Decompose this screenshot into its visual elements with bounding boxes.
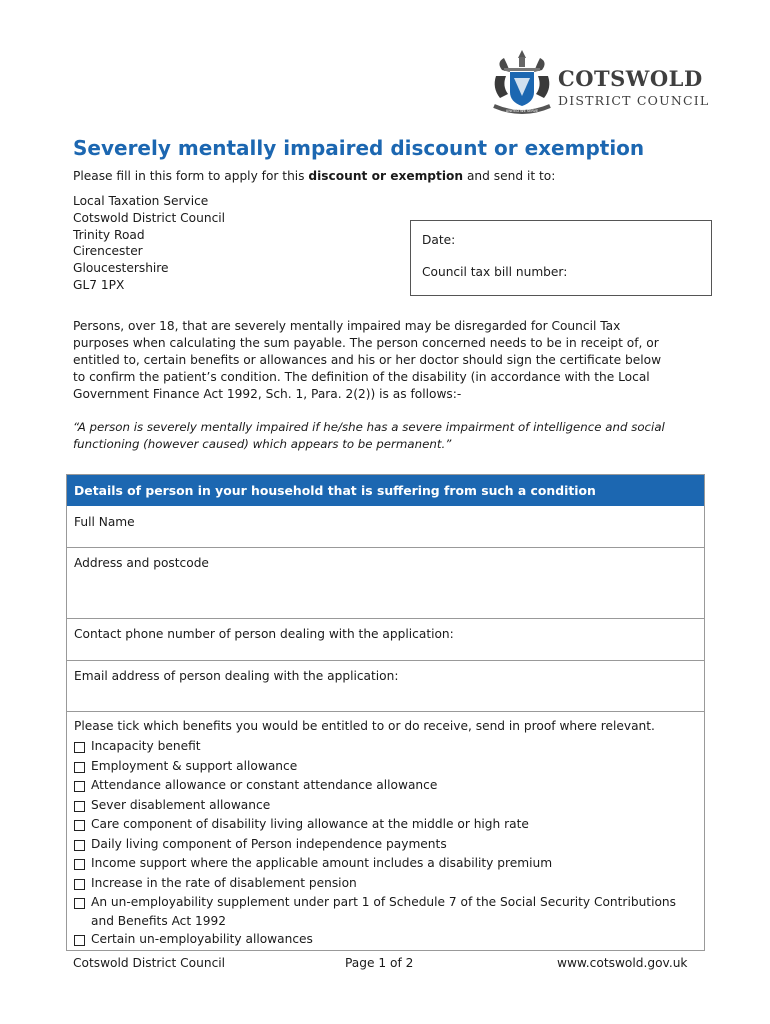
paragraph-line: entitled to, certain benefits or allowances and his or her doctor should sign the certificate below [73,352,662,367]
benefits-instructions: Please tick which benefits you would be entitled to or do receive, send in proof where relevant. [74,719,655,733]
full-name-label: Full Name [74,515,135,529]
intro-bold: discount or exemption [308,169,464,183]
checkbox[interactable] [74,801,85,812]
footer-council: Cotswold District Council [73,956,226,970]
address-label: Address and postcode [74,556,209,570]
address-line: Local Taxation Service [73,194,209,208]
benefit-label: Incapacity benefit [91,739,201,753]
benefit-label: Employment & support allowance [91,758,298,773]
benefit-option[interactable] [74,930,676,950]
benefit-option[interactable] [74,854,676,874]
checkbox[interactable] [74,781,85,792]
paragraph-line: purposes when calculating the sum payable. The person concerned needs to be in receipt of, or [73,335,659,350]
checkbox[interactable] [74,935,85,946]
footer-website-link[interactable]: www.cotswold.gov.uk [557,956,688,970]
intro-after: and send it to: [463,169,556,183]
address-line: Cirencester [73,244,143,259]
phone-label: Contact phone number of person dealing with the application: [74,627,454,641]
council-name: COTSWOLD [558,66,703,91]
details-form [66,474,705,951]
quote-line: “A person is severely mentally impaired if he/she has a severe impairment of intelligence and social [73,420,665,434]
bill-number-label: Council tax bill number: [422,265,568,279]
address-field[interactable] [67,547,704,619]
benefit-label: Increase in the rate of disablement pension [91,875,357,890]
email-label: Email address of person dealing with the application: [74,669,399,683]
benefit-label: Certain un-employability allowances [91,931,313,946]
email-field[interactable] [67,660,704,712]
checkbox[interactable] [74,762,85,773]
quote-line: functioning (however caused) which appears to be permanent.” [73,436,452,451]
benefit-label: Care component of disability living allowance at the middle or high rate [91,817,529,831]
benefit-option[interactable] [74,874,676,894]
form-header-text: Details of person in your household that is suffering from such a condition [74,483,596,498]
checkbox[interactable] [74,879,85,890]
phone-field[interactable] [67,618,704,661]
benefit-option[interactable] [74,835,676,855]
paragraph-line: Government Finance Act 1992, Sch. 1, Para. 2(2)) is as follows:- [73,386,462,401]
checkbox[interactable] [74,742,85,753]
benefit-option[interactable] [74,815,676,835]
address-line: Trinity Road [73,227,145,242]
checkbox[interactable] [74,898,85,909]
benefit-label: Daily living component of Person independence payments [91,836,447,851]
intro-before: Please fill in this form to apply for this [73,169,309,183]
checkbox[interactable] [74,859,85,870]
benefit-option[interactable] [74,776,676,796]
benefit-option[interactable] [74,893,676,930]
benefits-section [74,717,676,949]
checkbox[interactable] [74,840,85,851]
form-header [67,475,704,506]
paragraph-line: to confirm the patient’s condition. The definition of the disability (in accordance with the Local [73,369,650,384]
benefit-option[interactable] [74,757,676,777]
date-label: Date: [422,233,456,247]
postal-address [73,193,225,294]
benefit-label-continued: and Benefits Act 1992 [91,913,227,928]
benefit-label: An un-employability supplement under part 1 of Schedule 7 of the Social Security Contributions [91,895,676,909]
crest-motto: UNITED WE SERVE [505,109,539,113]
address-line: Cotswold District Council [73,210,226,225]
benefit-option[interactable] [74,737,676,757]
eligibility-paragraph [73,318,723,403]
council-crest-logo [490,48,554,118]
paragraph-line: Persons, over 18, that are severely mentally impaired may be disregarded for Council Tax [73,319,621,333]
council-subtitle: DISTRICT COUNCIL [558,93,710,108]
definition-quote [73,419,723,452]
checkbox[interactable] [74,820,85,831]
benefit-label: Income support where the applicable amount includes a disability premium [91,856,553,870]
address-line: Gloucestershire [73,261,169,276]
intro-text [73,169,555,183]
address-line: GL7 1PX [73,277,125,292]
benefit-label: Sever disablement allowance [91,797,271,812]
date-and-bill-box[interactable] [410,220,712,296]
benefit-label: Attendance allowance or constant attendance allowance [91,778,438,792]
footer-page-number: Page 1 of 2 [345,956,414,970]
page-title: Severely mentally impaired discount or exemption [73,136,645,160]
full-name-field[interactable] [67,506,704,548]
benefit-option[interactable] [74,796,676,816]
